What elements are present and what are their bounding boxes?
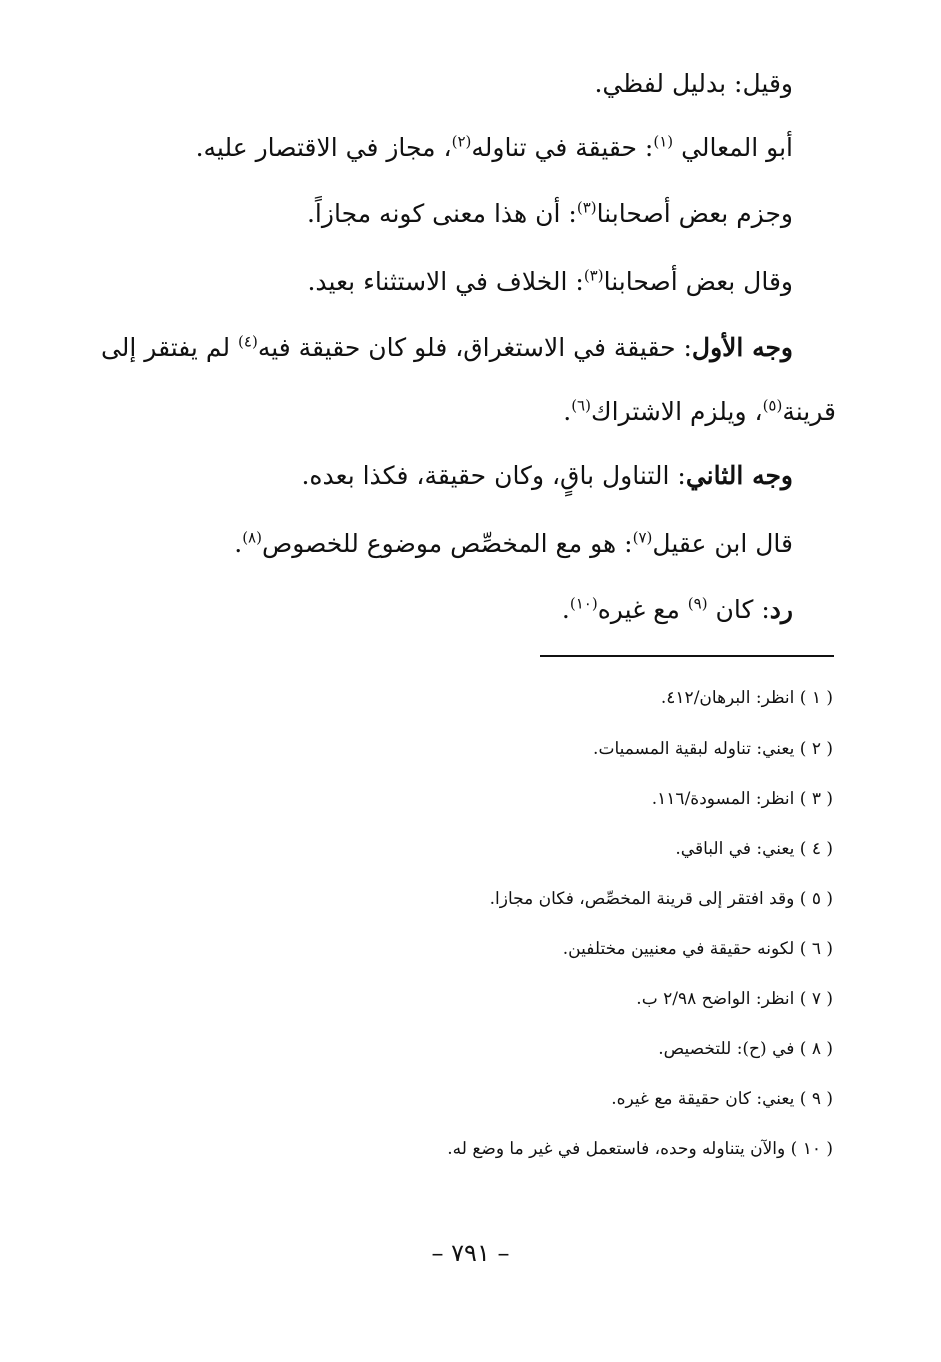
footnote-ref-4[interactable]: (٤) [238, 332, 258, 351]
footnote-ref-1[interactable]: (١) [653, 132, 674, 151]
footnote-8: ( ٨ ) في (ح): للتخصيص. [658, 1039, 833, 1059]
text-line-3: وجزم بعض أصحابنا$^{(٣)}$: أن هذا معنى كونه مجازاً. [306, 198, 793, 228]
text-line-6: قرينة$^{(٥)}$، ويلزم الاشتراك$^{(٦)}$. [563, 396, 836, 426]
text-line-8: قال ابن عقيل$^{(٧)}$: هو مع المخصِّص موضوع للخصوص$^{(٨)}$. [234, 528, 793, 558]
text-line-1: وقيل: بدليل لفظي. [594, 69, 793, 98]
text-line-5: وجه الأول: حقيقة في الاستغراق، فلو كان حقيقة فيه$^{(٤)}$ لم يفتقر إلى [100, 332, 793, 362]
footnote-5: ( ٥ ) وقد افتقر إلى قرينة المخصِّص، فكان مجازا. [489, 889, 833, 909]
section-heading-reply: رد [769, 595, 793, 624]
footnote-2: ( ٢ ) يعني: تناوله لبقية المسميات. [593, 739, 833, 759]
footnote-7: ( ٧ ) انظر: الواضح ٢/٩٨ ب. [636, 989, 833, 1009]
text-line-9: رد: كان $^{(٩)}$ مع غيره$^{(١٠)}$. [561, 594, 793, 624]
footnote-3: ( ٣ ) انظر: المسودة/١١٦. [651, 789, 833, 809]
footnote-ref-7[interactable]: (٧) [632, 528, 653, 547]
text-line-4: وقال بعض أصحابنا$^{(٣)}$: الخلاف في الاستثناء بعيد. [307, 266, 793, 296]
footnote-ref-6[interactable]: (٦) [571, 396, 591, 415]
text-line-7: وجه الثاني: التناول باقٍ، وكان حقيقة، فكذا بعده. [301, 461, 793, 490]
footnote-9: ( ٩ ) يعني: كان حقيقة مع غيره. [611, 1089, 833, 1109]
footnote-ref-3b[interactable]: (٣) [583, 266, 604, 285]
footnote-4: ( ٤ ) يعني: في الباقي. [675, 839, 833, 859]
section-heading-first: وجه الأول [691, 333, 793, 362]
text-line-2: أبو المعالي $^{(١)}$: حقيقة في تناوله$^{(٢)}$، مجاز في الاقتصار عليه. [195, 132, 793, 162]
footnote-ref-5[interactable]: (٥) [762, 396, 783, 415]
footnote-ref-10[interactable]: (١٠) [569, 594, 598, 613]
footnote-10: ( ١٠ ) والآن يتناوله وحده، فاستعمل في غير ما وضع له. [447, 1139, 833, 1159]
footnote-ref-2[interactable]: (٢) [451, 132, 472, 151]
footnote-ref-3[interactable]: (٣) [576, 198, 597, 217]
footnote-ref-8[interactable]: (٨) [242, 528, 262, 547]
section-heading-second: وجه الثاني [685, 461, 793, 490]
page-number: – ٧٩١ – [431, 1239, 510, 1267]
footnote-ref-9[interactable]: (٩) [687, 594, 708, 613]
footnote-separator [540, 655, 834, 657]
footnote-6: ( ٦ ) لكونه حقيقة في معنيين مختلفين. [562, 939, 833, 959]
footnote-1: ( ١ ) انظر: البرهان/٤١٢. [660, 688, 833, 708]
